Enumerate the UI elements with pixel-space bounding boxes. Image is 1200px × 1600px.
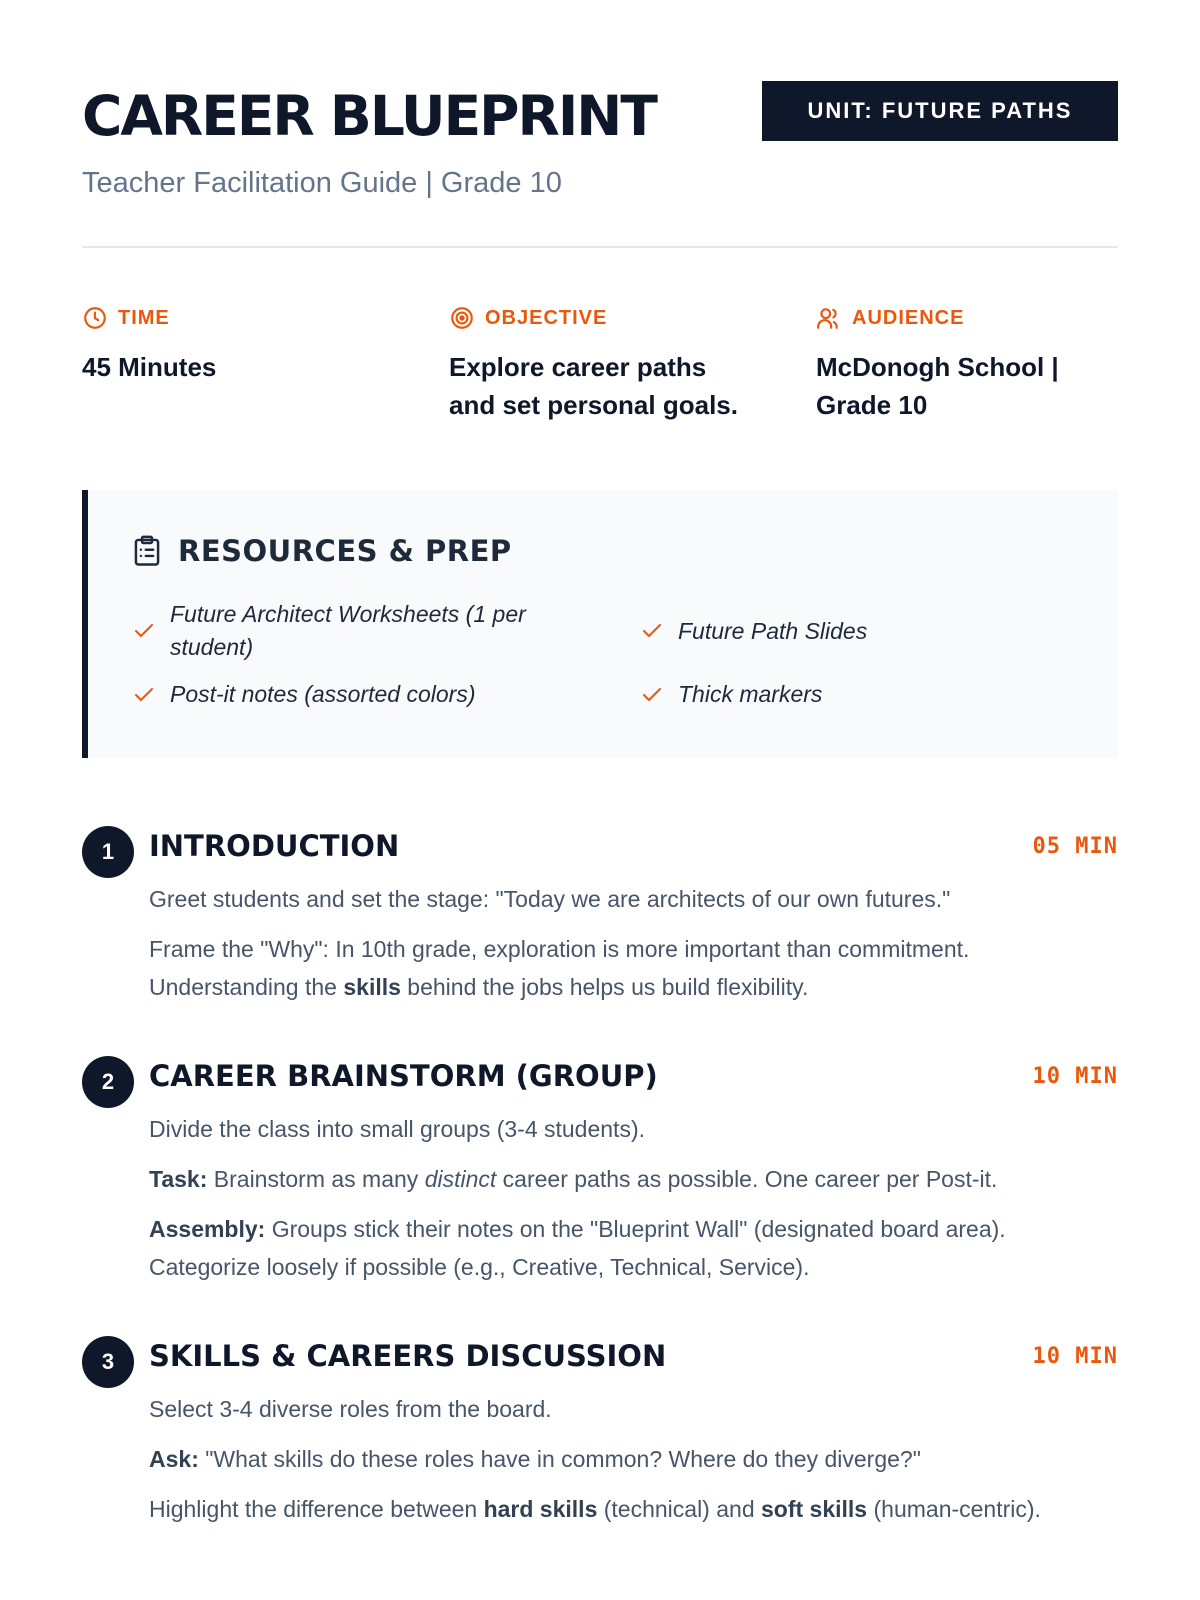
meta-audience-value: McDonogh School | Grade 10 bbox=[816, 352, 1059, 420]
meta-time bbox=[82, 304, 449, 490]
step-paragraph: Highlight the difference between hard skills (technical) and soft skills (human-centric). bbox=[149, 1496, 1041, 1522]
page-title: CAREER BLUEPRINT bbox=[82, 84, 656, 148]
step-duration: 05 MIN bbox=[1032, 833, 1118, 859]
target-icon bbox=[449, 305, 475, 331]
meta-objective-label: OBJECTIVE bbox=[485, 306, 608, 329]
unit-badge: UNIT: FUTURE PATHS bbox=[762, 81, 1118, 141]
check-icon bbox=[640, 683, 664, 707]
step-number: 2 bbox=[82, 1056, 134, 1108]
meta-time-value: 45 Minutes bbox=[82, 352, 217, 382]
resource-item: Future Architect Worksheets (1 per student) bbox=[132, 598, 640, 664]
header-divider bbox=[82, 246, 1118, 248]
meta-objective bbox=[449, 304, 816, 490]
resources-panel bbox=[82, 490, 1118, 758]
meta-audience bbox=[816, 304, 1118, 490]
step-career-brainstorm bbox=[82, 1052, 1118, 1286]
step-paragraph: Assembly: Groups stick their notes on the "Blueprint Wall" (designated board area). Categorize loosely if possible (e.g., Creative, Technical, Service). bbox=[149, 1216, 1006, 1280]
meta-time-label: TIME bbox=[118, 306, 170, 329]
page-subtitle: Teacher Facilitation Guide | Grade 10 bbox=[82, 167, 562, 199]
check-icon bbox=[132, 619, 156, 643]
clipboard-icon bbox=[132, 535, 162, 567]
step-paragraph: Task: Brainstorm as many distinct career paths as possible. One career per Post-it. bbox=[149, 1166, 998, 1192]
check-icon bbox=[640, 619, 664, 643]
step-skills-discussion bbox=[82, 1332, 1118, 1528]
step-paragraph: Greet students and set the stage: "Today we are architects of our own futures." bbox=[149, 886, 951, 912]
step-introduction bbox=[82, 822, 1118, 1006]
step-paragraph: Divide the class into small groups (3-4 students). bbox=[149, 1116, 645, 1142]
meta-audience-label: AUDIENCE bbox=[852, 306, 965, 329]
resource-item: Thick markers bbox=[640, 678, 1060, 711]
meta-objective-value: Explore career paths and set personal goals. bbox=[449, 352, 738, 420]
step-number: 3 bbox=[82, 1336, 134, 1388]
meta-row bbox=[82, 304, 1118, 490]
step-title: SKILLS & CAREERS DISCUSSION bbox=[149, 1339, 667, 1373]
users-icon bbox=[816, 305, 842, 331]
step-title: CAREER BRAINSTORM (GROUP) bbox=[149, 1059, 658, 1093]
step-paragraph: Frame the "Why": In 10th grade, exploration is more important than commitment. Understanding the skills behind the jobs helps us build flexibility. bbox=[149, 936, 970, 1000]
resource-item: Future Path Slides bbox=[640, 598, 1060, 664]
step-paragraph: Ask: "What skills do these roles have in common? Where do they diverge?" bbox=[149, 1446, 921, 1472]
header bbox=[82, 0, 1118, 199]
step-duration: 10 MIN bbox=[1032, 1063, 1118, 1089]
step-number: 1 bbox=[82, 826, 134, 878]
steps-list bbox=[82, 822, 1118, 1528]
resources-list bbox=[132, 598, 1118, 711]
step-paragraph: Select 3-4 diverse roles from the board. bbox=[149, 1396, 552, 1422]
clock-icon bbox=[82, 305, 108, 331]
step-title: INTRODUCTION bbox=[149, 829, 400, 863]
resources-title: RESOURCES & PREP bbox=[178, 534, 512, 568]
step-duration: 10 MIN bbox=[1032, 1343, 1118, 1369]
check-icon bbox=[132, 683, 156, 707]
resource-item: Post-it notes (assorted colors) bbox=[132, 678, 640, 711]
